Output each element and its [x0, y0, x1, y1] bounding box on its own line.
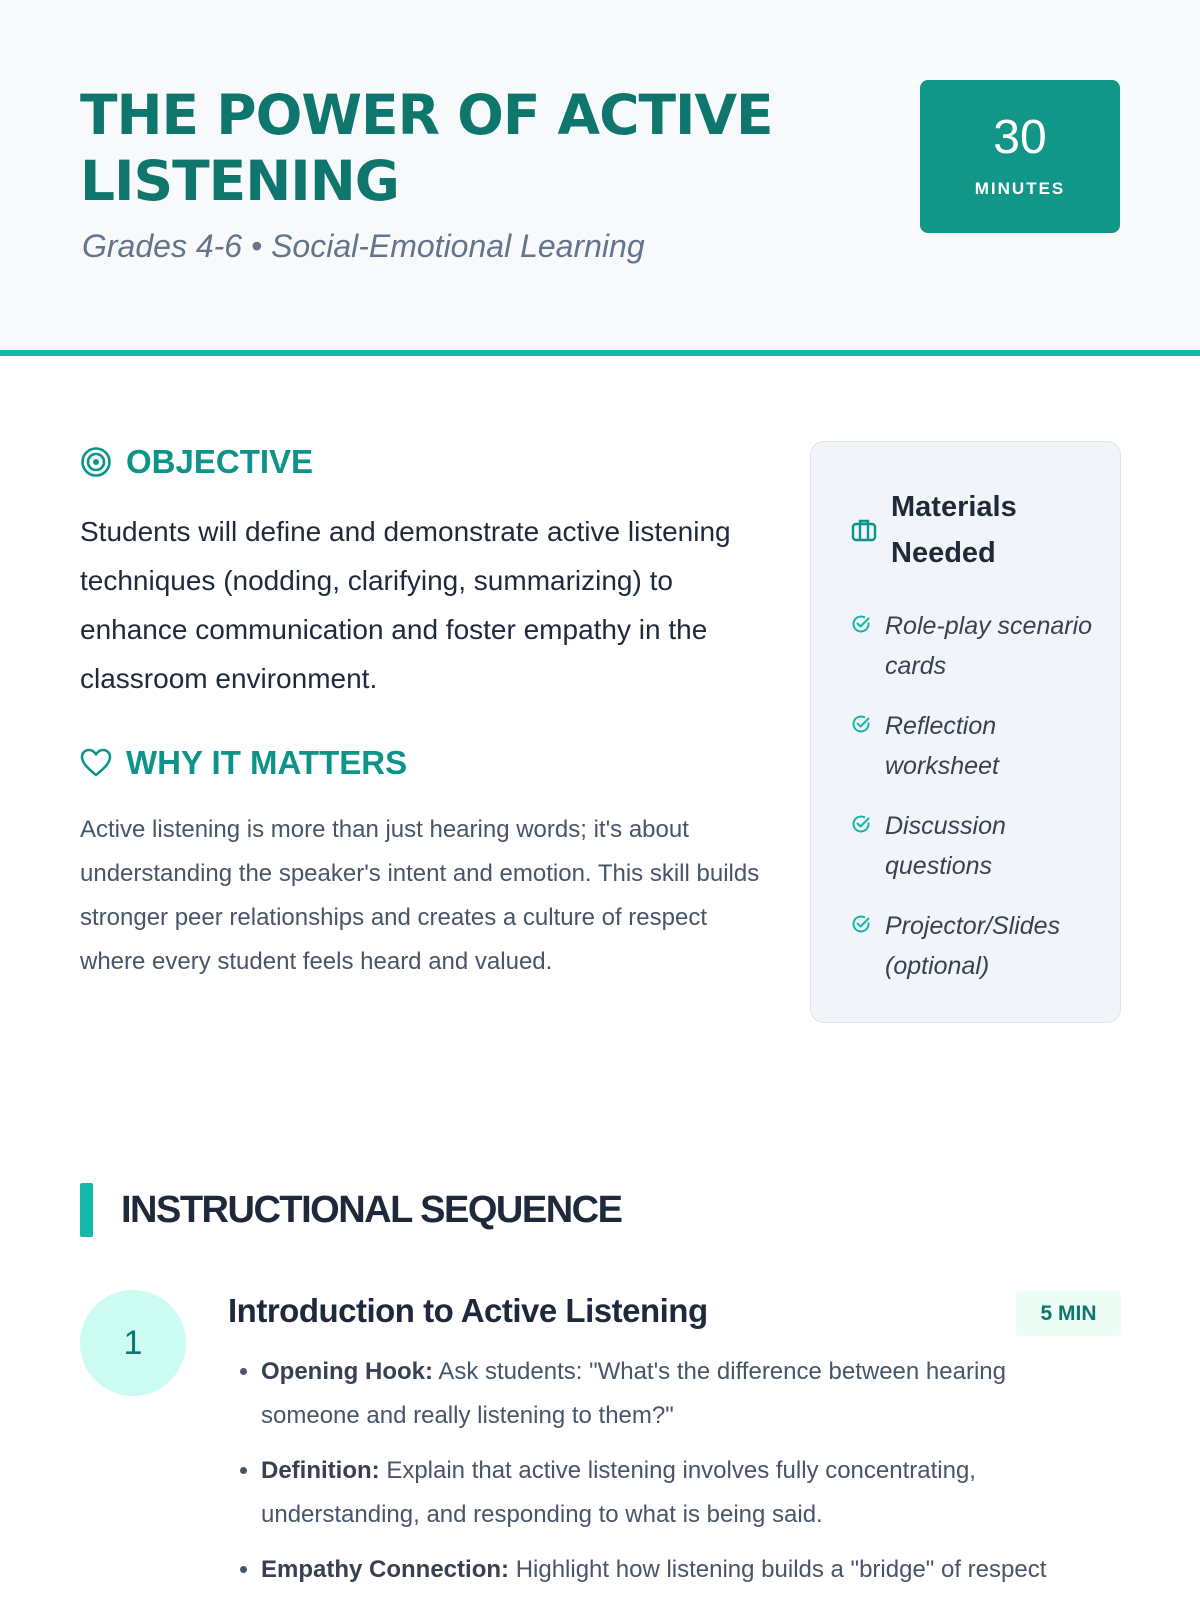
- materials-card: [810, 441, 1121, 1023]
- step-point-text: Highlight how listening builds a "bridge" of respect: [515, 1556, 1047, 1583]
- material-label: Reflection worksheet: [885, 712, 999, 780]
- step-point-lead: Empathy Connection:: [261, 1556, 510, 1583]
- check-circle-icon: [851, 714, 871, 734]
- step-title: Introduction to Active Listening: [228, 1292, 708, 1329]
- lesson-header: [0, 0, 1200, 356]
- heart-icon: [80, 748, 112, 778]
- step-point-lead: Opening Hook:: [261, 1358, 433, 1385]
- material-item: [851, 606, 1101, 686]
- check-circle-icon: [851, 614, 871, 634]
- sequence-accent-bar: [80, 1183, 93, 1237]
- briefcase-icon: [851, 518, 877, 542]
- step-point: [261, 1350, 1106, 1438]
- materials-list: [851, 606, 1101, 1006]
- step-time-badge: 5 MIN: [1016, 1291, 1121, 1336]
- duration-badge: [920, 80, 1120, 233]
- objective-heading-label: OBJECTIVE: [126, 443, 314, 480]
- lesson-subtitle: Grades 4-6 • Social-Emotional Learning: [82, 228, 645, 264]
- why-it-matters-label: WHY IT MATTERS: [126, 744, 408, 781]
- step-point-text: Ask students: "What's the difference between hearing someone and really listening to them?": [261, 1358, 1006, 1429]
- objective-text: Students will define and demonstrate active listening techniques (nodding, clarifying, summarizing) to enhance communication and foster empathy in the classroom environment.: [80, 516, 731, 694]
- sequence-title: INSTRUCTIONAL SEQUENCE: [121, 1188, 622, 1231]
- step-number: 1: [80, 1290, 186, 1396]
- objective-heading: [80, 443, 313, 481]
- material-label: Projector/Slides (optional): [885, 912, 1061, 980]
- target-icon: [80, 446, 112, 478]
- materials-header: [851, 484, 1041, 576]
- why-it-matters-heading: [80, 744, 407, 782]
- material-item: [851, 706, 1101, 786]
- material-label: Discussion questions: [885, 812, 1006, 880]
- duration-value: 30: [993, 111, 1047, 164]
- check-circle-icon: [851, 814, 871, 834]
- step-point: [261, 1548, 1106, 1592]
- step-points: [226, 1350, 1106, 1603]
- lesson-title: THE POWER OF ACTIVE LISTENING: [80, 83, 773, 213]
- materials-title: Materials Needed: [891, 491, 1017, 569]
- step-point-text: Explain that active listening involves fully concentrating, understanding, and responding to what is being said.: [261, 1457, 976, 1528]
- step-point-lead: Definition:: [261, 1457, 380, 1484]
- material-label: Role-play scenario cards: [885, 612, 1093, 680]
- material-item: [851, 906, 1101, 986]
- material-item: [851, 806, 1101, 886]
- check-circle-icon: [851, 914, 871, 934]
- step-point: [261, 1449, 1106, 1537]
- sequence-heading: [80, 1183, 621, 1237]
- duration-unit: MINUTES: [974, 179, 1066, 198]
- why-it-matters-text: Active listening is more than just hearing words; it's about understanding the speaker's intent and emotion. This skill builds stronger peer relationships and creates a culture of respect where every student feels heard and valued.: [80, 816, 760, 975]
